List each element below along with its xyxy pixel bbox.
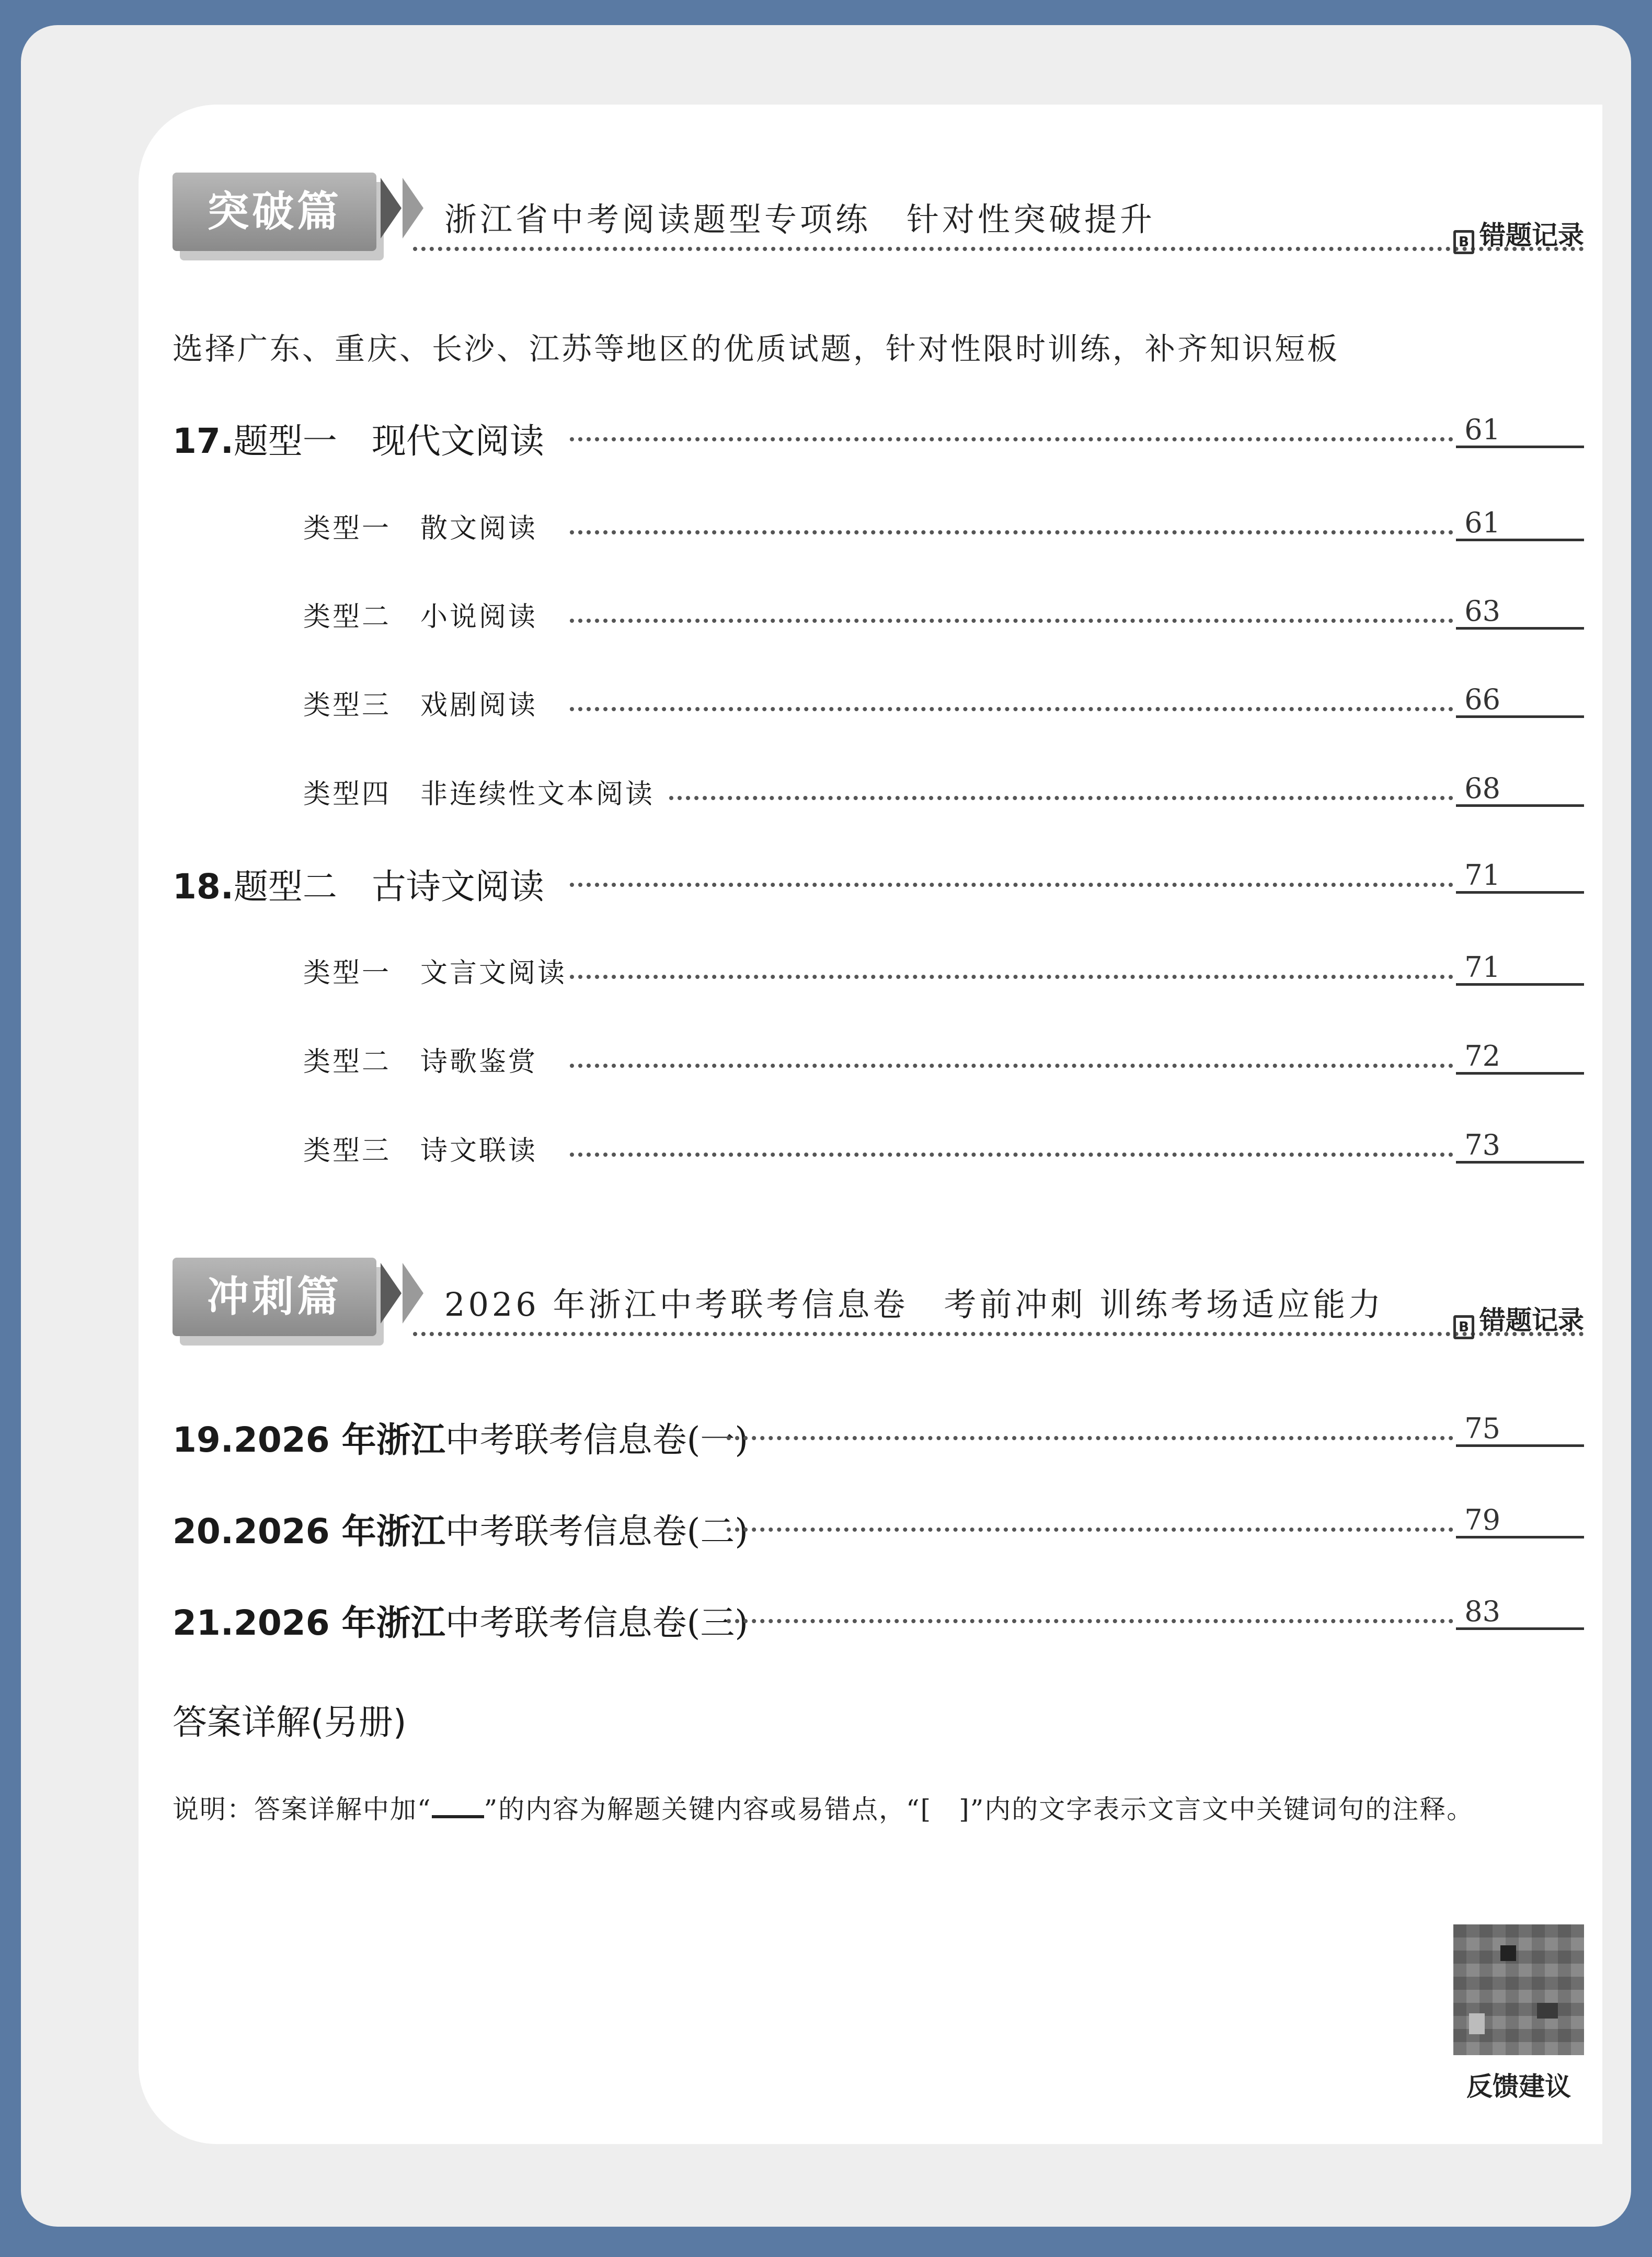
error-record-line bbox=[1456, 446, 1584, 448]
page-number: 72 bbox=[1464, 1040, 1500, 1073]
page-number: 73 bbox=[1464, 1128, 1500, 1161]
section-title: 浙江省中考阅读题型专项练 针对性突破提升 bbox=[444, 200, 1156, 238]
dot-leader bbox=[727, 1528, 1453, 1532]
page-number: 61 bbox=[1464, 413, 1500, 446]
dot-leader bbox=[570, 1153, 1453, 1157]
section-intro: 选择广东、重庆、长沙、江苏等地区的优质试题，针对性限时训练，补齐知识短板 bbox=[173, 331, 1340, 367]
section-tag-label: 冲刺篇 bbox=[207, 1272, 342, 1321]
page-number: 71 bbox=[1464, 951, 1500, 984]
section-header-breakthrough bbox=[173, 173, 1584, 261]
entry-number: 17. bbox=[173, 421, 234, 461]
error-record-line bbox=[1456, 1627, 1584, 1630]
entry-title: 类型二 小说阅读 bbox=[303, 601, 538, 633]
error-record-line bbox=[1456, 1072, 1584, 1075]
error-record-line bbox=[1456, 1444, 1584, 1447]
entry-number: 20. bbox=[173, 1511, 234, 1552]
answers-heading: 答案详解(另册) bbox=[173, 1702, 407, 1742]
dot-leader bbox=[570, 975, 1453, 979]
toc-entry-18-3[interactable] bbox=[173, 1128, 1584, 1181]
entry-number: 18. bbox=[173, 867, 234, 907]
toc-entry-17-2[interactable] bbox=[173, 595, 1584, 647]
dot-leader bbox=[669, 796, 1453, 800]
double-chevron-right-icon bbox=[403, 178, 423, 238]
entry-year: 2026 年浙江 bbox=[233, 1603, 445, 1643]
toc-entry-18-1[interactable] bbox=[173, 951, 1584, 1003]
double-chevron-right-icon bbox=[381, 178, 401, 238]
double-chevron-right-icon bbox=[381, 1263, 401, 1324]
entry-title: 类型四 非连续性文本阅读 bbox=[303, 779, 655, 810]
entry-title: 题型一 现代文阅读 bbox=[233, 421, 544, 461]
page-number: 63 bbox=[1464, 595, 1500, 628]
entry-title: 类型一 文言文阅读 bbox=[303, 957, 567, 989]
entry-title: 中考联考信息卷(二) bbox=[445, 1511, 749, 1552]
error-record-line bbox=[1456, 539, 1584, 541]
section-header-sprint bbox=[173, 1258, 1584, 1347]
toc-entry-17-3[interactable] bbox=[173, 683, 1584, 735]
toc-entry-19[interactable] bbox=[173, 1412, 1584, 1464]
dot-leader bbox=[570, 1064, 1453, 1068]
toc-entry-17-4[interactable] bbox=[173, 772, 1584, 824]
error-record-line bbox=[1456, 715, 1584, 718]
error-record-line bbox=[1456, 627, 1584, 630]
toc-entry-21[interactable] bbox=[173, 1595, 1584, 1647]
section-title: 2026 年浙江中考联考信息卷 考前冲刺 训练考场适应能力 bbox=[444, 1285, 1384, 1324]
notebook-icon: B bbox=[1453, 230, 1474, 254]
entry-year: 2026 年浙江 bbox=[233, 1420, 445, 1460]
entry-title: 中考联考信息卷(三) bbox=[445, 1603, 749, 1643]
entry-title: 中考联考信息卷(一) bbox=[445, 1420, 749, 1460]
error-record-line bbox=[1456, 983, 1584, 986]
page-number: 71 bbox=[1464, 859, 1500, 892]
toc-entry-18[interactable] bbox=[173, 859, 1584, 911]
page-number: 66 bbox=[1464, 683, 1500, 716]
entry-title: 类型三 戏剧阅读 bbox=[303, 690, 538, 721]
qr-code-icon[interactable] bbox=[1453, 1924, 1584, 2055]
dot-leader bbox=[570, 883, 1453, 887]
dotted-divider bbox=[413, 247, 1584, 251]
dot-leader bbox=[570, 707, 1453, 711]
feedback-label: 反馈建议 bbox=[1466, 2071, 1571, 2102]
error-log-label: B 错题记录 bbox=[1453, 1300, 1584, 1339]
dot-leader bbox=[570, 437, 1453, 441]
page-number: 83 bbox=[1464, 1595, 1500, 1628]
error-record-line bbox=[1456, 1161, 1584, 1164]
document-page bbox=[139, 105, 1602, 2144]
notebook-icon: B bbox=[1453, 1315, 1474, 1339]
dot-leader bbox=[570, 530, 1453, 534]
toc-entry-17-1[interactable] bbox=[173, 506, 1584, 558]
page-number: 68 bbox=[1464, 772, 1500, 805]
entry-title: 类型三 诗文联读 bbox=[303, 1135, 538, 1167]
toc-entry-20[interactable] bbox=[173, 1503, 1584, 1556]
entry-title: 类型二 诗歌鉴赏 bbox=[303, 1046, 538, 1078]
page-number: 61 bbox=[1464, 506, 1500, 539]
error-record-line bbox=[1456, 891, 1584, 894]
page-number: 79 bbox=[1464, 1503, 1500, 1536]
dot-leader bbox=[727, 1436, 1453, 1440]
entry-number: 19. bbox=[173, 1420, 234, 1460]
entry-year: 2026 年浙江 bbox=[233, 1511, 445, 1552]
error-record-line bbox=[1456, 1536, 1584, 1538]
error-log-label: B 错题记录 bbox=[1453, 214, 1584, 254]
section-tag-label: 突破篇 bbox=[207, 187, 342, 236]
entry-title: 题型二 古诗文阅读 bbox=[233, 867, 544, 907]
toc-entry-18-2[interactable] bbox=[173, 1040, 1584, 1092]
page-number: 75 bbox=[1464, 1412, 1500, 1445]
dot-leader bbox=[570, 619, 1453, 623]
explanation-note: 说明：答案详解中加“ ”的内容为解题关键内容或易错点，“[ ]”内的文字表示文言文中关键词句的注释。 bbox=[173, 1794, 1474, 1825]
double-chevron-right-icon bbox=[403, 1263, 423, 1324]
blank-underline bbox=[432, 1799, 484, 1818]
dotted-divider bbox=[413, 1332, 1584, 1336]
toc-entry-17[interactable] bbox=[173, 413, 1584, 465]
error-record-line bbox=[1456, 804, 1584, 807]
entry-number: 21. bbox=[173, 1603, 234, 1643]
entry-title: 类型一 散文阅读 bbox=[303, 513, 538, 544]
dot-leader bbox=[727, 1619, 1453, 1623]
